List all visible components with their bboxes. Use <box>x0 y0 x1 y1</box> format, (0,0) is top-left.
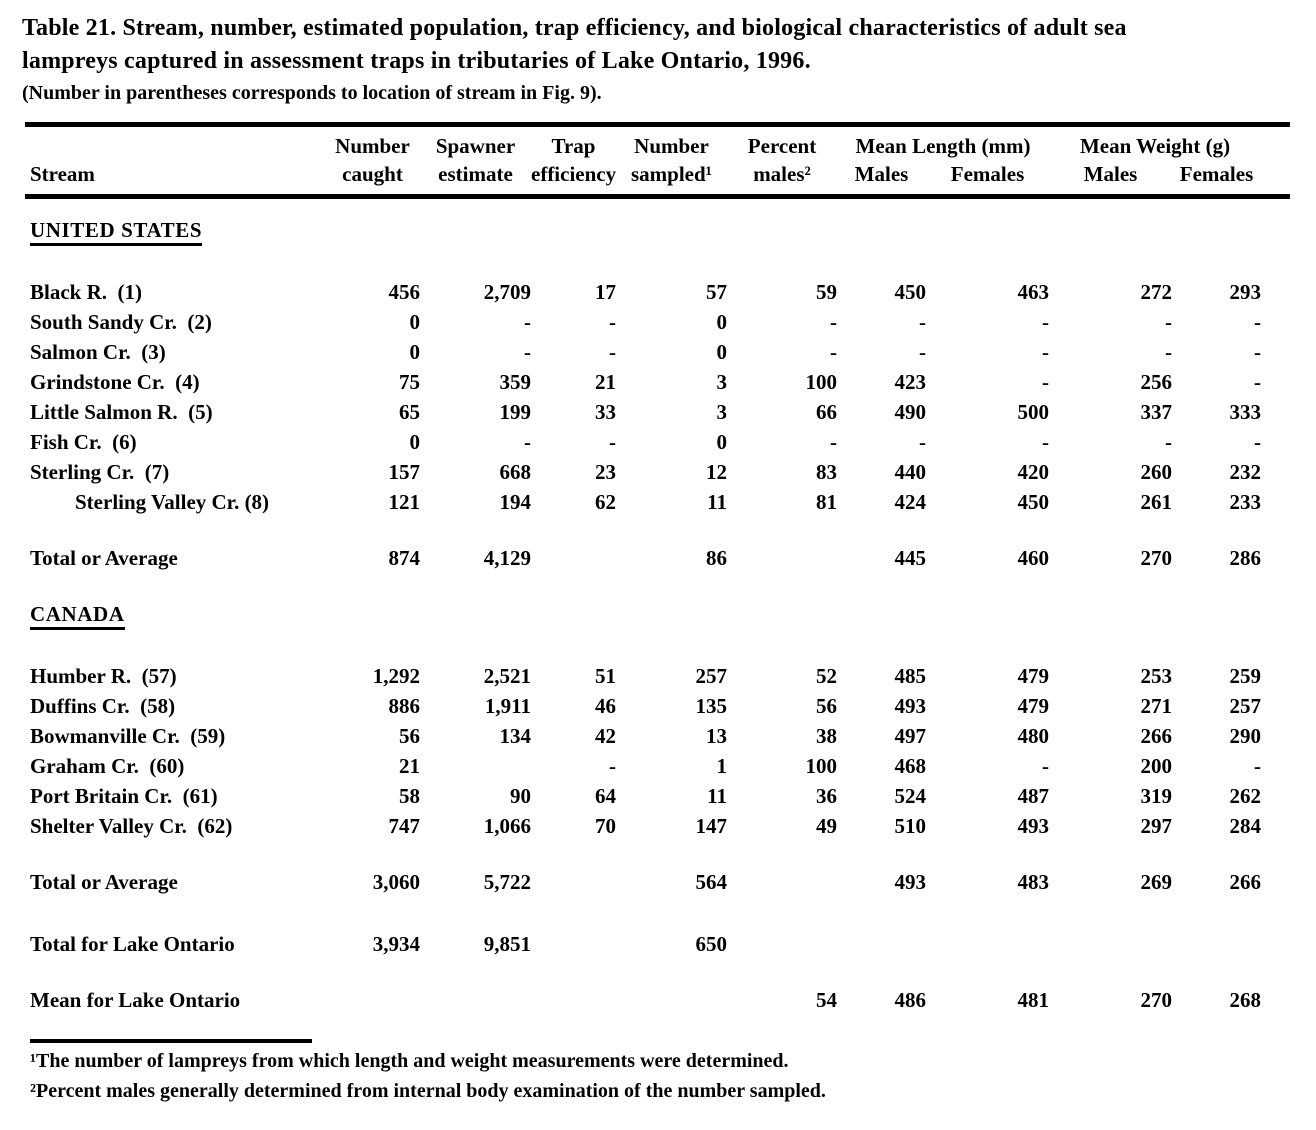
stream-name: Mean for Lake Ontario <box>30 987 241 1012</box>
stream-name: Black R. (1) <box>30 279 142 304</box>
table-row <box>25 397 1290 427</box>
cell-value: 38 <box>816 723 837 748</box>
table-row <box>25 751 1290 781</box>
cell-value: 9,851 <box>483 931 531 956</box>
stream-name: Salmon Cr. (3) <box>30 339 166 364</box>
header-stream-spacer <box>25 125 325 161</box>
cell-value <box>531 543 616 573</box>
cell-value: - <box>1254 369 1262 394</box>
cell-value: 256 <box>1140 369 1173 394</box>
spacer-cell <box>25 517 1290 543</box>
cell-value: 747 <box>388 813 420 838</box>
cell-value: 497 <box>894 723 926 748</box>
table-title-line1: Table 21. Stream, number, estimated population, trap efficiency, and biological characteristics of adult sea <box>22 15 1127 41</box>
cell-value: - <box>524 429 531 454</box>
cell-value: - <box>609 339 616 364</box>
stream-name: Grindstone Cr. (4) <box>30 369 200 394</box>
section-label: UNITED STATES <box>30 218 202 246</box>
table-row <box>25 457 1290 487</box>
cell-value: 463 <box>1017 279 1050 304</box>
spacer-cell <box>25 841 1290 867</box>
stream-name: Bowmanville Cr. (59) <box>30 723 226 748</box>
cell-value <box>727 867 837 897</box>
cell-value: 493 <box>1017 813 1050 838</box>
cell-value: 200 <box>1140 753 1173 778</box>
cell-value: 83 <box>816 459 837 484</box>
cell-value: 450 <box>894 279 926 304</box>
cell-value: 46 <box>595 693 616 718</box>
cell-value: - <box>919 309 926 334</box>
table-row <box>25 367 1290 397</box>
cell-value: 420 <box>1017 459 1050 484</box>
cell-value <box>926 929 1049 959</box>
cell-value: 4,129 <box>483 545 531 570</box>
cell-value: 564 <box>695 869 727 894</box>
cell-value: 3 <box>716 369 727 394</box>
cell-value: 260 <box>1140 459 1173 484</box>
total-row <box>25 867 1290 897</box>
header-males-2: males² <box>753 162 811 186</box>
table-row <box>25 277 1290 307</box>
lamprey-table <box>25 122 1290 1015</box>
header-length-males: Males <box>854 162 909 186</box>
cell-value: 269 <box>1140 869 1173 894</box>
cell-value: 70 <box>595 813 616 838</box>
cell-value: 261 <box>1140 489 1173 514</box>
stream-name: South Sandy Cr. (2) <box>30 309 212 334</box>
table-header <box>25 125 1290 197</box>
cell-value: 479 <box>1017 693 1050 718</box>
cell-value: 337 <box>1140 399 1173 424</box>
cell-value: 17 <box>595 279 616 304</box>
table-row <box>25 781 1290 811</box>
cell-value: 423 <box>894 369 926 394</box>
cell-value: 134 <box>499 723 531 748</box>
spacer-cell <box>25 897 1290 929</box>
cell-value: 424 <box>894 489 926 514</box>
cell-value: 58 <box>399 783 420 808</box>
cell-value: 0 <box>716 429 727 454</box>
total-row <box>25 985 1290 1015</box>
cell-value: 12 <box>706 459 727 484</box>
footnote-divider <box>30 1039 312 1043</box>
cell-value: 135 <box>695 693 727 718</box>
header-length-females: Females <box>950 162 1025 186</box>
footnote-1: ¹The number of lampreys from which length and weight measurements were determined. <box>30 1049 789 1072</box>
header-number-caught-1: Number <box>335 134 410 158</box>
cell-value: 100 <box>805 753 837 778</box>
header-sampled-2: sampled¹ <box>631 162 712 186</box>
cell-value: 319 <box>1140 783 1173 808</box>
table-title-line2: lampreys captured in assessment traps in tributaries of Lake Ontario, 1996. <box>22 48 811 74</box>
cell-value: - <box>1254 309 1262 334</box>
spacer-cell <box>25 959 1290 985</box>
cell-value: 90 <box>510 783 531 808</box>
spacer-cell <box>25 629 1290 661</box>
stream-name: Port Britain Cr. (61) <box>30 783 218 808</box>
spacer-cell <box>25 197 1290 215</box>
cell-value: 253 <box>1140 663 1173 688</box>
cell-value: 57 <box>706 279 727 304</box>
cell-value: 257 <box>695 663 727 688</box>
table-title-note: (Number in parentheses corresponds to location of stream in Fig. 9). <box>22 82 602 104</box>
cell-value: 490 <box>894 399 926 424</box>
cell-value: 147 <box>695 813 727 838</box>
cell-value: - <box>524 339 531 364</box>
cell-value: 297 <box>1140 813 1173 838</box>
cell-value: - <box>830 339 837 364</box>
cell-value: 257 <box>1229 693 1262 718</box>
cell-value: 59 <box>816 279 837 304</box>
total-row <box>25 929 1290 959</box>
spacer-cell <box>25 573 1290 599</box>
cell-value: 487 <box>1017 783 1050 808</box>
cell-value <box>531 867 616 897</box>
header-number-caught-2: caught <box>342 162 403 186</box>
cell-value: 0 <box>716 339 727 364</box>
spacer-row <box>25 629 1290 661</box>
spacer-row <box>25 959 1290 985</box>
cell-value: 64 <box>595 783 616 808</box>
stream-name: Sterling Valley Cr. (8) <box>75 489 270 514</box>
cell-value: 483 <box>1017 869 1050 894</box>
cell-value: 100 <box>805 369 837 394</box>
cell-value: 1,066 <box>483 813 531 838</box>
cell-value: - <box>609 753 616 778</box>
cell-value: 11 <box>707 783 727 808</box>
cell-value: 2,709 <box>483 279 531 304</box>
cell-value: 359 <box>499 369 531 394</box>
cell-value: 460 <box>1017 545 1050 570</box>
cell-value: - <box>1165 429 1173 454</box>
header-trap-2: efficiency <box>531 162 617 186</box>
cell-value: 468 <box>894 753 926 778</box>
cell-value: - <box>524 309 531 334</box>
cell-value <box>616 985 727 1015</box>
section-row <box>25 215 1290 245</box>
cell-value: 199 <box>499 399 531 424</box>
cell-value: - <box>830 429 837 454</box>
spacer-row <box>25 573 1290 599</box>
cell-value: 456 <box>388 279 420 304</box>
spacer-row <box>25 197 1290 215</box>
cell-value: 271 <box>1140 693 1173 718</box>
cell-value: 480 <box>1017 723 1050 748</box>
cell-value: - <box>609 309 616 334</box>
cell-value: 1 <box>716 753 727 778</box>
cell-value: - <box>1042 339 1050 364</box>
stream-name: Graham Cr. (60) <box>30 753 185 778</box>
cell-value <box>727 929 837 959</box>
cell-value: - <box>1165 309 1173 334</box>
stream-name: Total or Average <box>30 545 178 570</box>
cell-value: 0 <box>716 309 727 334</box>
cell-value: 500 <box>1017 399 1050 424</box>
cell-value: - <box>1042 309 1050 334</box>
total-row <box>25 543 1290 573</box>
cell-value: 270 <box>1140 987 1173 1012</box>
header-sampled-1: Number <box>634 134 709 158</box>
cell-value: - <box>1165 339 1173 364</box>
cell-value: 650 <box>695 931 727 956</box>
cell-value: 42 <box>595 723 616 748</box>
table-row <box>25 307 1290 337</box>
cell-value: - <box>1254 339 1262 364</box>
cell-value: 54 <box>816 987 837 1012</box>
stream-name: Total or Average <box>30 869 178 894</box>
cell-value <box>837 929 926 959</box>
stream-name: Total for Lake Ontario <box>30 931 235 956</box>
table-row <box>25 721 1290 751</box>
cell-value: 52 <box>816 663 837 688</box>
cell-value: 51 <box>595 663 616 688</box>
table-row <box>25 691 1290 721</box>
cell-value: 13 <box>706 723 727 748</box>
cell-value: 284 <box>1229 813 1262 838</box>
cell-value: 259 <box>1229 663 1262 688</box>
stream-name: Duffins Cr. (58) <box>30 693 176 718</box>
cell-value: 486 <box>894 987 926 1012</box>
cell-value: 493 <box>894 693 926 718</box>
cell-value <box>531 985 616 1015</box>
cell-value: 1,292 <box>372 663 420 688</box>
spacer-row <box>25 517 1290 543</box>
cell-value: 5,722 <box>483 869 531 894</box>
cell-value: 66 <box>816 399 837 424</box>
table-row <box>25 427 1290 457</box>
cell-value: 485 <box>894 663 926 688</box>
cell-value: 11 <box>707 489 727 514</box>
cell-value: - <box>919 339 926 364</box>
cell-value: 450 <box>1017 489 1050 514</box>
spacer-row <box>25 897 1290 929</box>
table-row <box>25 661 1290 691</box>
stream-name: Fish Cr. (6) <box>30 429 137 454</box>
cell-value: 668 <box>499 459 531 484</box>
table-row <box>25 811 1290 841</box>
cell-value: 23 <box>595 459 616 484</box>
section-row <box>25 599 1290 629</box>
section-cell <box>25 599 1290 629</box>
cell-value: 3,060 <box>372 869 420 894</box>
cell-value: 232 <box>1229 459 1262 484</box>
header-trap-1: Trap <box>551 134 596 158</box>
cell-value: - <box>609 429 616 454</box>
header-stream: Stream <box>30 162 95 186</box>
cell-value <box>420 751 531 781</box>
stream-name: Sterling Cr. (7) <box>30 459 170 484</box>
cell-value <box>420 985 531 1015</box>
cell-value: - <box>1042 369 1050 394</box>
cell-value: 0 <box>409 309 420 334</box>
cell-value: 75 <box>399 369 420 394</box>
cell-value: 266 <box>1229 869 1262 894</box>
footnote-2: ²Percent males generally determined from internal body examination of the number sampled. <box>30 1079 826 1102</box>
cell-value: 266 <box>1140 723 1173 748</box>
spacer-row <box>25 245 1290 277</box>
cell-value: 56 <box>816 693 837 718</box>
header-mean-length-group: Mean Length (mm) <box>855 134 1031 158</box>
table-row <box>25 337 1290 367</box>
spacer-cell <box>25 245 1290 277</box>
cell-value: 510 <box>894 813 926 838</box>
cell-value: 62 <box>595 489 616 514</box>
cell-value: 524 <box>894 783 926 808</box>
cell-value: 3 <box>716 399 727 424</box>
cell-value: 0 <box>409 339 420 364</box>
cell-value: 121 <box>388 489 420 514</box>
cell-value: 493 <box>894 869 926 894</box>
cell-value <box>325 985 420 1015</box>
cell-value: 445 <box>894 545 926 570</box>
cell-value: 21 <box>399 753 420 778</box>
header-spawner-1: Spawner <box>435 134 516 158</box>
cell-value: - <box>1042 753 1050 778</box>
cell-value: 293 <box>1229 279 1262 304</box>
header-weight-males: Males <box>1083 162 1138 186</box>
cell-value: 2,521 <box>483 663 531 688</box>
cell-value: 65 <box>399 399 420 424</box>
cell-value: 286 <box>1229 545 1262 570</box>
cell-value: 56 <box>399 723 420 748</box>
cell-value: 479 <box>1017 663 1050 688</box>
cell-value: - <box>919 429 926 454</box>
cell-value: 268 <box>1229 987 1262 1012</box>
table-body <box>25 197 1290 1015</box>
cell-value: - <box>1254 753 1262 778</box>
cell-value: 272 <box>1140 279 1173 304</box>
header-males-1: Percent <box>747 134 817 158</box>
cell-value: 49 <box>816 813 837 838</box>
stream-name: Little Salmon R. (5) <box>30 399 213 424</box>
cell-value: 194 <box>499 489 531 514</box>
section-cell <box>25 215 1290 245</box>
cell-value: 0 <box>409 429 420 454</box>
cell-value <box>1049 929 1172 959</box>
cell-value <box>531 929 616 959</box>
cell-value: 874 <box>388 545 420 570</box>
cell-value: 36 <box>816 783 837 808</box>
spacer-row <box>25 841 1290 867</box>
cell-value: 81 <box>816 489 837 514</box>
cell-value: 86 <box>706 545 727 570</box>
cell-value: - <box>1042 429 1050 454</box>
cell-value: 440 <box>894 459 926 484</box>
cell-value: 157 <box>388 459 420 484</box>
cell-value: 270 <box>1140 545 1173 570</box>
cell-value <box>727 543 837 573</box>
cell-value: - <box>1254 429 1262 454</box>
stream-name: Shelter Valley Cr. (62) <box>30 813 233 838</box>
cell-value: 886 <box>388 693 420 718</box>
header-spawner-2: estimate <box>438 162 513 186</box>
cell-value: - <box>830 309 837 334</box>
cell-value: 3,934 <box>372 931 420 956</box>
table-row <box>25 487 1290 517</box>
cell-value: 481 <box>1017 987 1050 1012</box>
cell-value: 262 <box>1229 783 1262 808</box>
cell-value: 1,911 <box>484 693 531 718</box>
cell-value: 290 <box>1229 723 1262 748</box>
cell-value: 33 <box>595 399 616 424</box>
cell-value: 21 <box>595 369 616 394</box>
stream-name: Humber R. (57) <box>30 663 177 688</box>
cell-value <box>1172 929 1290 959</box>
cell-value: 333 <box>1229 399 1262 424</box>
header-weight-females: Females <box>1179 162 1254 186</box>
cell-value: 233 <box>1229 489 1262 514</box>
section-label: CANADA <box>30 602 125 630</box>
header-mean-weight-group: Mean Weight (g) <box>1079 134 1231 158</box>
